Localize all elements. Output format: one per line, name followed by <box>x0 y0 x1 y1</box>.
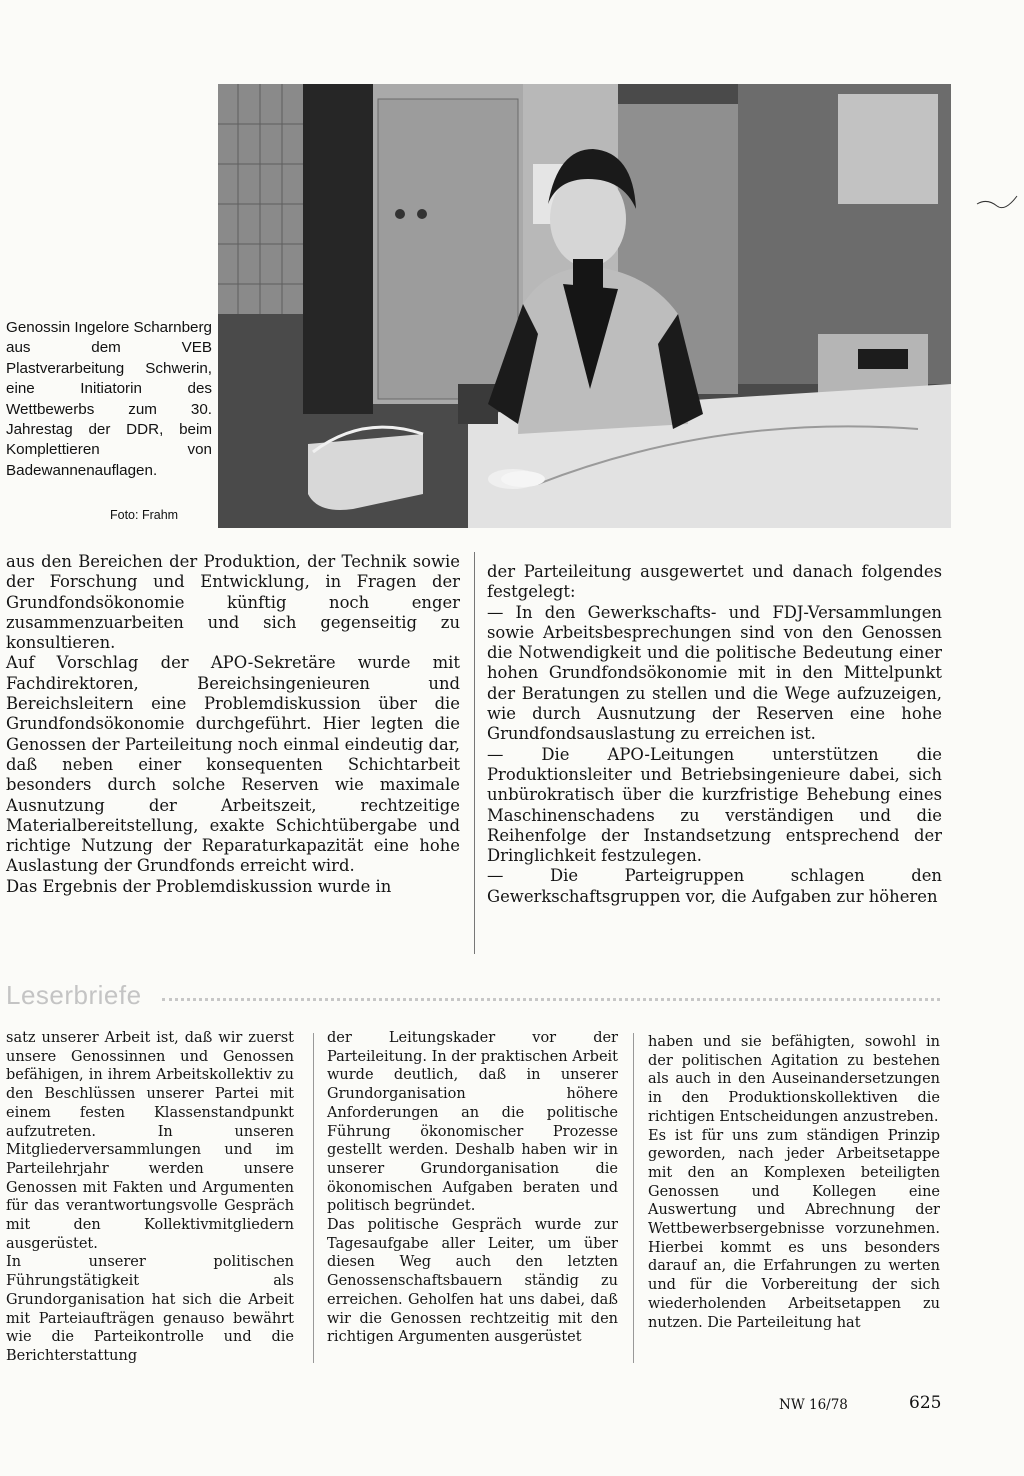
column-divider <box>474 552 475 954</box>
photo-worker-bathtub <box>218 84 951 528</box>
photo-caption <box>6 318 212 481</box>
section-heading-leserbriefe: Leserbriefe <box>6 980 142 1010</box>
letters-column-2 <box>327 1029 618 1347</box>
section-rule <box>162 998 940 1001</box>
letters-paragraph: der Leitungskader vor der Parteileitung. In der praktischen Arbeit wurde deutlich, daß in unserer Grundorganisation höhere Anforderungen an die politische Führung ökonomischer Prozesse gestellt werden. Deshalb haben wir in unserer Grundorganisation die ökonomischen Aufgaben beraten und politisch begründet. <box>327 1030 618 1215</box>
article-paragraph: aus den Bereichen der Produktion, der Technik sowie der Forschung und Entwicklung, in Fragen der Grundfondsökonomie künftig noch enger zusammenzuarbeiten und sich gegenseitig zu konsultieren. <box>6 552 460 653</box>
article-paragraph: Das Ergebnis der Problemdiskussion wurde in <box>6 876 392 896</box>
article-paragraph: — Die Parteigruppen schlagen den Gewerkschaftsgruppen vor, die Aufgaben zur höheren <box>487 866 942 906</box>
column-divider <box>633 1033 634 1363</box>
letters-column-3 <box>648 1033 940 1332</box>
letters-column-1 <box>6 1029 294 1366</box>
article-column-left <box>6 552 460 897</box>
factory-photo-illustration <box>218 84 951 528</box>
column-divider <box>313 1033 314 1363</box>
article-paragraph: der Parteileitung ausgewertet und danach folgendes festgelegt: <box>487 562 942 602</box>
photo-credit: Foto: Frahm <box>110 508 179 522</box>
letters-paragraph: satz unserer Arbeit ist, daß wir zuerst unsere Genossinnen und Genossen befähigen, in ihrem Arbeitskollektiv zu den Beschlüssen unserer Partei mit einem festen Klassenstandpunkt aufzutreten. In unseren Mitgliederversammlungen und im Parteilehrjahr werden unsere Genossen mit Fakten und Argumenten für das verantwortungsvolle Gespräch mit den Kollektivmitgliedern ausgerüstet. <box>6 1030 294 1252</box>
article-paragraph: — Die APO-Leitungen unterstützen die Produktionsleiter und Betriebsingenieure dabei, sich unbürokratisch über die kurzfristige Behebung eines Maschinenschadens zu verständigen und die Reihenfolge der Instandsetzung entsprechend der Dringlichkeit festzulegen. <box>487 744 942 866</box>
article-paragraph: Auf Vorschlag der APO-Sekretäre wurde mit Fachdirektoren, Bereichsingenieuren und Bereichsleitern eine Problemdiskussion über die Grundfondsökonomie durchgeführt. Hier legten die Genossen der Parteileitung noch einmal eindeutig dar, daß neben einer konsequenten Schichtarbeit besonders durch solche Reserven wie maximale Ausnutzung der Arbeitszeit, rechtzeitige Materialbereitstellung, exakte Schichtübergabe und richtige Nutzung der Reparaturkapazität eine hohe Auslastung der Grundfonds erreicht wird. <box>6 653 460 876</box>
letters-paragraph: In unserer politischen Führungstätigkeit als Grundorganisation hat sich die Arbeit mit Parteiaufträgen genauso bewährt wie die Parteikontrolle und die Berichterstattung <box>6 1254 294 1364</box>
letters-paragraph: haben und sie befähigten, sowohl in der politischen Agitation zu bestehen als auch in den Auseinandersetzungen in den Produktionskollektiven die richtigen Entscheidungen anzustreben. <box>648 1034 940 1125</box>
page-number: 625 <box>909 1393 942 1413</box>
letters-paragraph: Das politische Gespräch wurde zur Tagesaufgabe aller Leiter, um über diesen Weg auch den letzten Genossenschaftsbauern ständig zu erreichen. Geholfen hat uns dabei, daß wir die Genossen rechtzeitig mit den richtigen Argumenten ausgerüstet <box>327 1217 618 1346</box>
letters-paragraph: Es ist für uns zum ständigen Prinzip geworden, nach jeder Arbeitsetappe mit den an Komplexen beteiligten Genossen und Kollegen eine Auswertung und Abrechnung der Wettbewerbsergebnisse vorzunehmen. Hierbei kommt es uns besonders darauf an, die Erfahrungen zu werten und für die Vorbereitung der sich wiederholenden Arbeitsetappen zu nutzen. Die Parteileitung hat <box>648 1127 940 1331</box>
article-column-right <box>487 562 942 907</box>
margin-mark-icon <box>975 190 1020 216</box>
article-paragraph: — In den Gewerkschafts- und FDJ-Versammlungen sowie Arbeitsbesprechungen sind von den Genossen die Notwendigkeit und die politische Bedeutung einer hohen Grundfondsökonomie mit in den Mittelpunkt der Beratungen zu stellen und die Wege aufzuzeigen, wie durch Ausnutzung der Reserven eine hohe Grundfondsauslastung zu erreichen ist. <box>487 602 942 744</box>
caption-text: Genossin Ingelore Scharnberg aus dem VEB Plastverarbeitung Schwerin, eine Initiatorin des Wettbewerbs zum 30. Jahrestag der DDR, beim Komplettieren von Badewannenauflagen. <box>6 319 213 479</box>
publication-reference: NW 16/78 <box>779 1397 848 1413</box>
